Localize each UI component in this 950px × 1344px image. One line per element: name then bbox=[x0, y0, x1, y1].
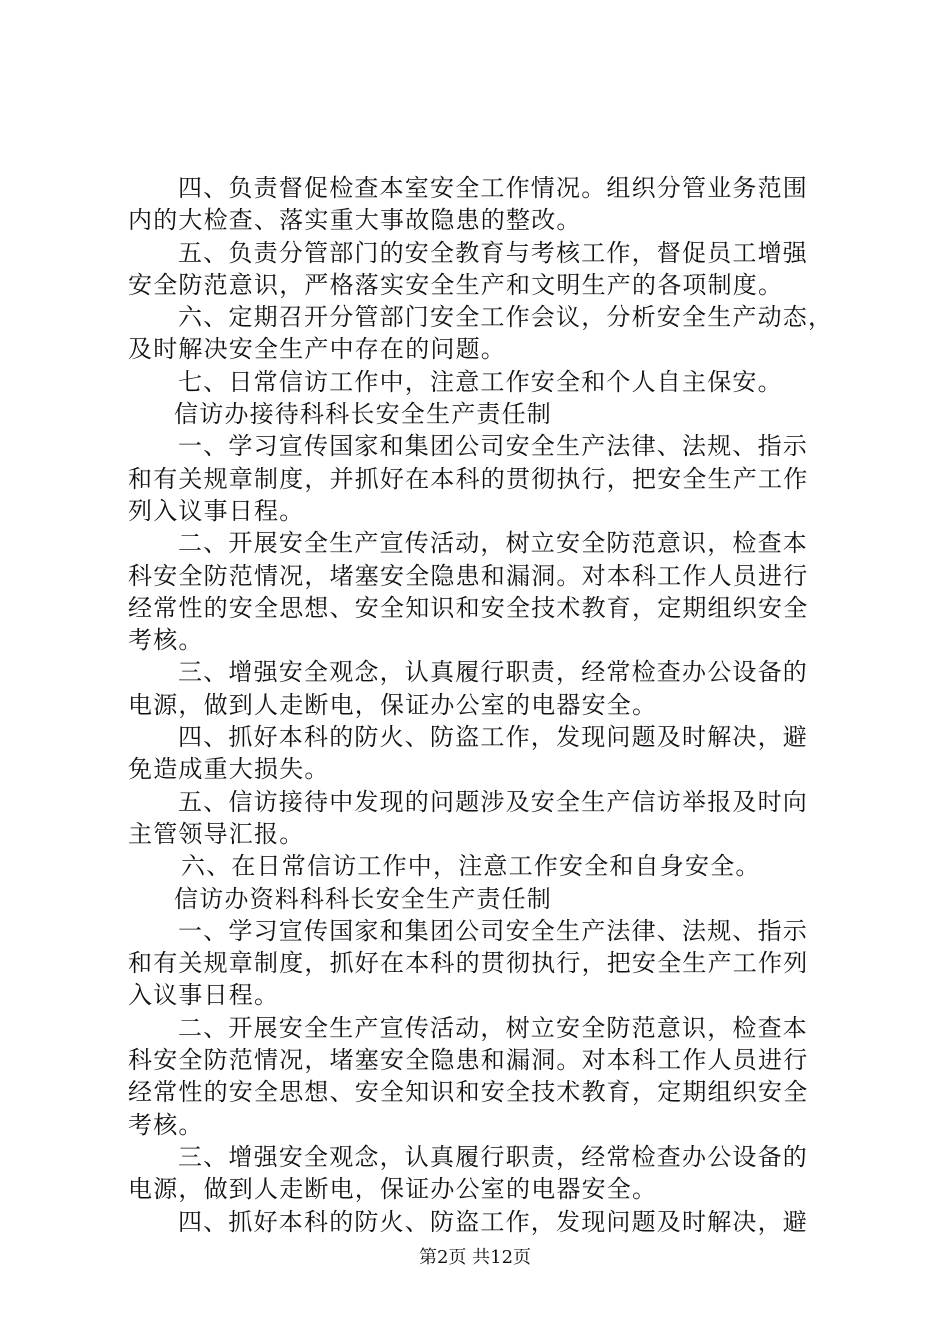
paragraph-line: 七、日常信访工作中，注意工作安全和个人自主保安。 bbox=[178, 367, 783, 396]
paragraph-line: 五、负责分管部门的安全教育与考核工作，督促员工增强 bbox=[178, 238, 808, 267]
paragraph-line: 科安全防范情况，堵塞安全隐患和漏洞。对本科工作人员进行 bbox=[128, 1046, 809, 1075]
paragraph-line: 六、在日常信访工作中，注意工作安全和自身安全。 bbox=[181, 852, 761, 881]
paragraph-line: 考核。 bbox=[128, 626, 204, 655]
paragraph-line: 电源，做到人走断电，保证办公室的电器安全。 bbox=[128, 1175, 658, 1204]
paragraph-line: 六、定期召开分管部门安全工作会议，分析安全生产动态， bbox=[178, 303, 834, 332]
paragraph-line: 考核。 bbox=[128, 1110, 204, 1139]
section-heading: 信访办资料科科长安全生产责任制 bbox=[174, 884, 552, 913]
paragraph-line: 二、开展安全生产宣传活动，树立安全防范意识，检查本 bbox=[178, 529, 808, 558]
paragraph-line: 一、学习宣传国家和集团公司安全生产法律、法规、指示 bbox=[178, 916, 808, 945]
paragraph-line: 四、抓好本科的防火、防盗工作，发现问题及时解决，避 bbox=[178, 1207, 808, 1236]
paragraph-line: 内的大检查、落实重大事故隐患的整改。 bbox=[128, 206, 582, 235]
paragraph-line: 四、负责督促检查本室安全工作情况。组织分管业务范围 bbox=[178, 174, 808, 202]
page-number-label: 第2页 共12页 bbox=[418, 1247, 532, 1268]
paragraph-line: 列入议事日程。 bbox=[128, 496, 305, 525]
paragraph-line: 四、抓好本科的防火、防盗工作，发现问题及时解决，避 bbox=[178, 723, 808, 752]
paragraph-line: 科安全防范情况，堵塞安全隐患和漏洞。对本科工作人员进行 bbox=[128, 561, 809, 590]
section-heading: 信访办接待科科长安全生产责任制 bbox=[174, 400, 552, 429]
paragraph-line: 经常性的安全思想、安全知识和安全技术教育，定期组织安全 bbox=[128, 593, 809, 622]
paragraph-line: 经常性的安全思想、安全知识和安全技术教育，定期组织安全 bbox=[128, 1078, 809, 1107]
paragraph-line: 二、开展安全生产宣传活动，树立安全防范意识，检查本 bbox=[178, 1013, 808, 1042]
paragraph-line: 免造成重大损失。 bbox=[128, 755, 330, 784]
paragraph-line: 电源，做到人走断电，保证办公室的电器安全。 bbox=[128, 690, 658, 719]
paragraph-line: 主管领导汇报。 bbox=[128, 819, 305, 848]
paragraph-line: 和有关规章制度，抓好在本科的贯彻执行，把安全生产工作列 bbox=[128, 949, 809, 978]
paragraph-line: 及时解决安全生产中存在的问题。 bbox=[128, 335, 506, 364]
paragraph-line: 入议事日程。 bbox=[128, 981, 280, 1010]
paragraph-line: 三、增强安全观念，认真履行职责，经常检查办公设备的 bbox=[178, 1142, 808, 1171]
paragraph-line: 安全防范意识，严格落实安全生产和文明生产的各项制度。 bbox=[128, 270, 784, 299]
paragraph-line: 一、学习宣传国家和集团公司安全生产法律、法规、指示 bbox=[178, 432, 808, 461]
document-body bbox=[128, 172, 838, 1238]
paragraph-line: 三、增强安全观念，认真履行职责，经常检查办公设备的 bbox=[178, 658, 808, 687]
page-footer bbox=[0, 1243, 950, 1269]
paragraph-line: 和有关规章制度，并抓好在本科的贯彻执行，把安全生产工作 bbox=[128, 464, 809, 493]
paragraph-line: 五、信访接待中发现的问题涉及安全生产信访举报及时向 bbox=[178, 787, 808, 816]
